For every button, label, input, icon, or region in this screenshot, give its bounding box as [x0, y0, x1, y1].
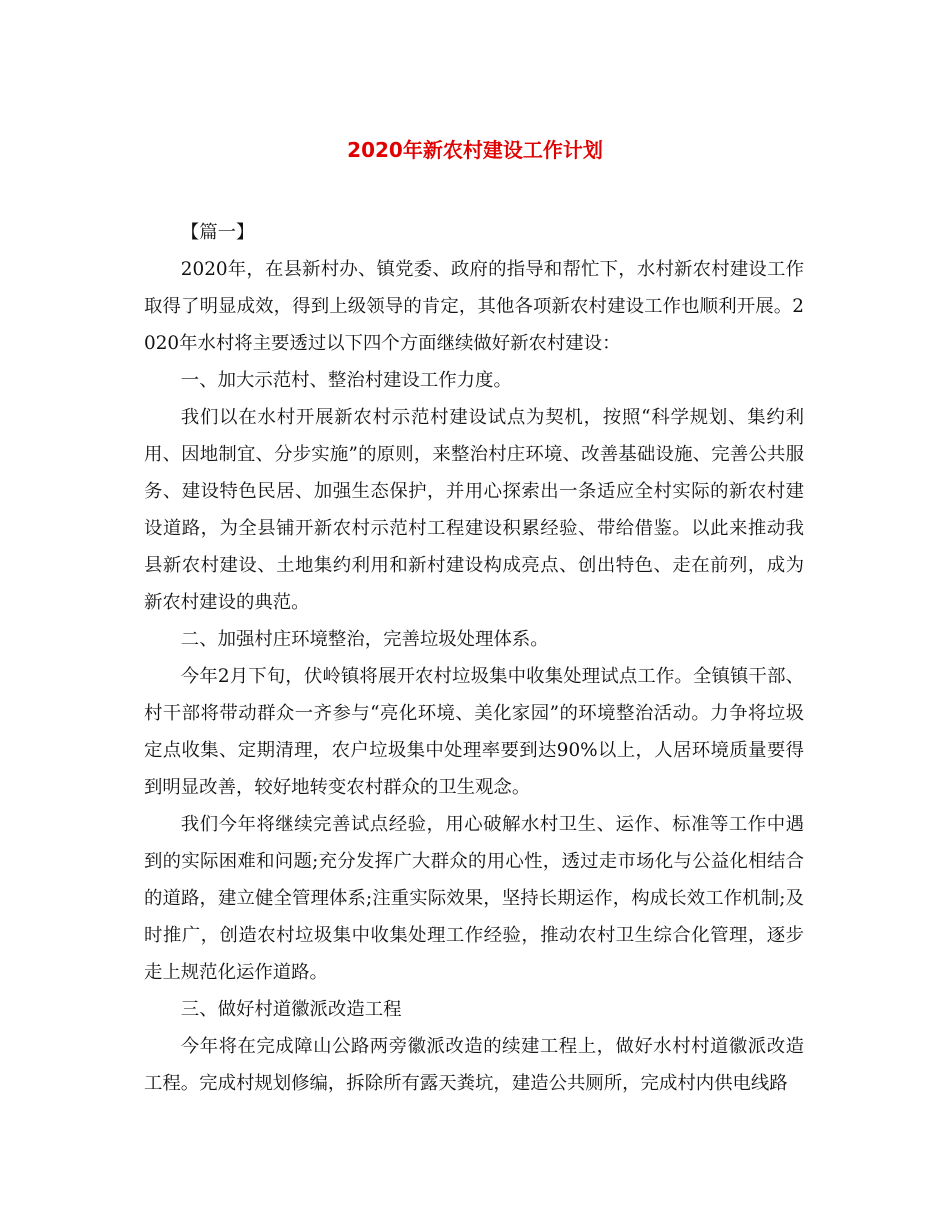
section-heading: 二、加强村庄环境整治，完善垃圾处理体系。 [180, 629, 549, 650]
paragraph: 今年2月下旬，伏岭镇将展开农村垃圾集中收集处理试点工作。全镇镇干部、村干部将带动群众一齐参与“亮化环境、美化家园”的环境整治活动。力争将垃圾定点收集、定期清理，农户垃圾集中处理率要到达90%以上，人居环境质量要得到明显改善，较好地转变农村群众的卫生观念。 [144, 666, 804, 798]
paragraph: 2020年，在县新村办、镇党委、政府的指导和帮忙下，水村新农村建设工作取得了明显成效，得到上级领导的肯定，其他各项新农村建设工作也顺利开展。2020年水村将主要透过以下四个方面继续做好新农村建设： [144, 259, 804, 354]
section-heading: 一、加大示范村、整治村建设工作力度。 [180, 370, 512, 391]
document-body [144, 214, 804, 1102]
section-heading: 三、做好村道徽派改造工程 [180, 999, 402, 1020]
document-title: 2020年新农村建设工作计划 [347, 138, 603, 162]
paragraph: 我们以在水村开展新农村示范村建设试点为契机，按照“科学规划、集约利用、因地制宜、分步实施”的原则，来整治村庄环境、改善基础设施、完善公共服务、建设特色民居、加强生态保护，并用心探索出一条适应全村实际的新农村建设道路，为全县铺开新农村示范村工程建设积累经验、带给借鉴。以此来推动我县新农村建设、土地集约利用和新村建设构成亮点、创出特色、走在前列，成为新农村建设的典范。 [144, 407, 804, 613]
paragraph: 今年将在完成障山公路两旁徽派改造的续建工程上，做好水村村道徽派改造工程。完成村规划修编，拆除所有露天粪坑，建造公共厕所，完成村内供电线路 [144, 1036, 804, 1094]
paragraph: 我们今年将继续完善试点经验，用心破解水村卫生、运作、标准等工作中遇到的实际困难和问题;充分发挥广大群众的用心性，透过走市场化与公益化相结合的道路，建立健全管理体系;注重实际效果，坚持长期运作，构成长效工作机制;及时推广，创造农村垃圾集中收集处理工作经验，推动农村卫生综合化管理，逐步走上规范化运作道路。 [144, 814, 804, 983]
section-label: 【篇一】 [180, 222, 255, 243]
